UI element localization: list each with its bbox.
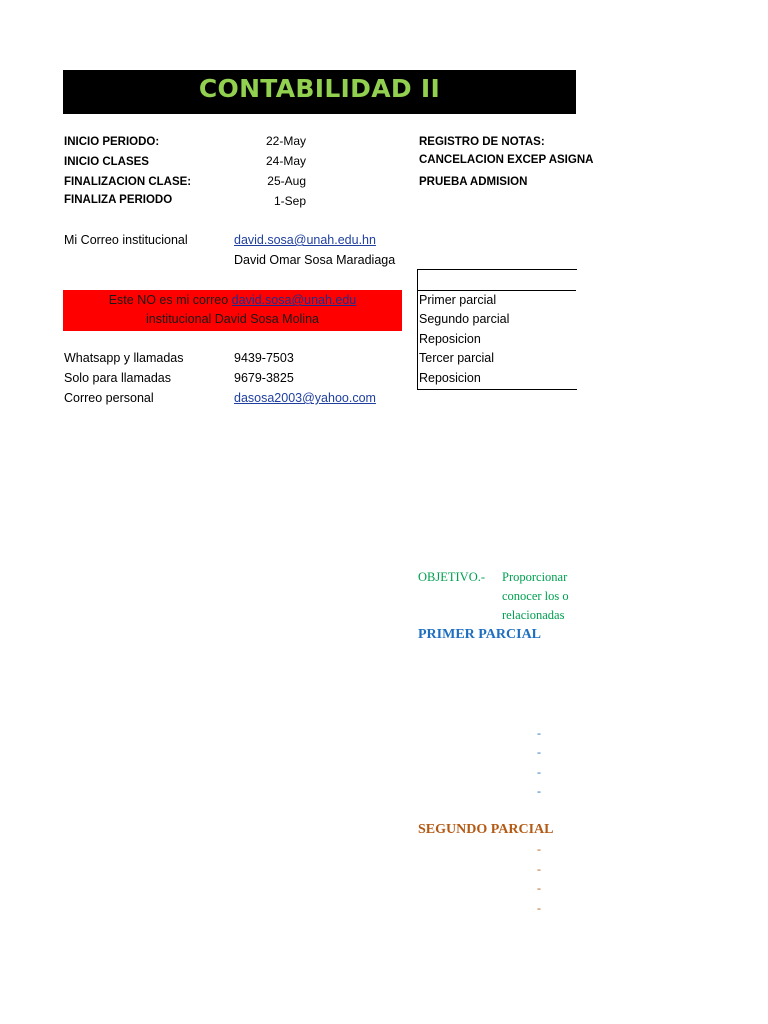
exam-row-segundo-parcial: Segundo parcial bbox=[419, 312, 510, 326]
exam-row-tercer-parcial: Tercer parcial bbox=[419, 351, 495, 365]
objective-line-3: relacionadas bbox=[502, 608, 565, 622]
warning-prefix: Este NO es mi correo bbox=[108, 293, 232, 307]
phone-label-whatsapp: Whatsapp y llamadas bbox=[64, 351, 184, 365]
label-cancelacion: CANCELACION EXCEP ASIGNA bbox=[419, 154, 594, 166]
date-value-inicio-clases: 24-May bbox=[265, 154, 306, 168]
warning-box bbox=[63, 290, 402, 331]
label-prueba-admision: PRUEBA ADMISION bbox=[419, 176, 528, 188]
label-registro-notas: REGISTRO DE NOTAS: bbox=[419, 136, 545, 148]
date-label-inicio-periodo: INICIO PERIODO: bbox=[64, 136, 160, 148]
primer-parcial-bullet-4: - bbox=[537, 784, 541, 798]
page-title: CONTABILIDAD II bbox=[198, 74, 441, 103]
owner-name: David Omar Sosa Maradiaga bbox=[234, 253, 396, 267]
phone-value-whatsapp: 9439-7503 bbox=[234, 351, 294, 365]
primer-parcial-bullet-2: - bbox=[537, 745, 541, 759]
date-value-inicio-periodo: 22-May bbox=[265, 134, 306, 148]
warning-line-1 bbox=[63, 293, 402, 307]
primer-parcial-bullet-3: - bbox=[537, 765, 541, 779]
date-label-inicio-clases: INICIO CLASES bbox=[64, 156, 149, 168]
section-primer-parcial: PRIMER PARCIAL bbox=[418, 627, 542, 642]
exams-table-header-divider bbox=[417, 290, 576, 291]
segundo-parcial-bullet-1: - bbox=[537, 842, 541, 856]
segundo-parcial-bullet-2: - bbox=[537, 862, 541, 876]
personal-email-link[interactable]: dasosa2003@yahoo.com bbox=[234, 391, 376, 405]
phone-label-llamadas: Solo para llamadas bbox=[64, 371, 172, 385]
warning-email-link[interactable]: david.sosa@unah.edu bbox=[231, 293, 357, 307]
segundo-parcial-bullet-4: - bbox=[537, 901, 541, 915]
primer-parcial-bullet-1: - bbox=[537, 726, 541, 740]
exam-row-reposicion-1: Reposicion bbox=[419, 332, 481, 346]
institutional-email-link[interactable]: david.sosa@unah.edu.hn bbox=[234, 233, 376, 247]
title-banner bbox=[63, 70, 576, 114]
institutional-email-label: Mi Correo institucional bbox=[64, 233, 188, 247]
exam-row-reposicion-2: Reposicion bbox=[419, 371, 481, 385]
date-label-finaliza-periodo: FINALIZA PERIODO bbox=[64, 194, 173, 206]
date-label-finalizacion-clase: FINALIZACION CLASE: bbox=[64, 176, 192, 188]
phone-value-llamadas: 9679-3825 bbox=[234, 371, 294, 385]
date-value-finaliza-periodo: 1-Sep bbox=[273, 194, 306, 208]
objective-label: OBJETIVO.- bbox=[418, 570, 486, 584]
date-value-finalizacion-clase: 25-Aug bbox=[267, 174, 306, 188]
personal-email-label: Correo personal bbox=[64, 391, 154, 405]
objective-line-1: Proporcionar bbox=[502, 570, 568, 584]
section-segundo-parcial: SEGUNDO PARCIAL bbox=[418, 822, 554, 837]
warning-line-2: institucional David Sosa Molina bbox=[145, 312, 319, 326]
objective-line-2: conocer los o bbox=[502, 589, 569, 603]
segundo-parcial-bullet-3: - bbox=[537, 881, 541, 895]
exam-row-primer-parcial: Primer parcial bbox=[419, 293, 497, 307]
